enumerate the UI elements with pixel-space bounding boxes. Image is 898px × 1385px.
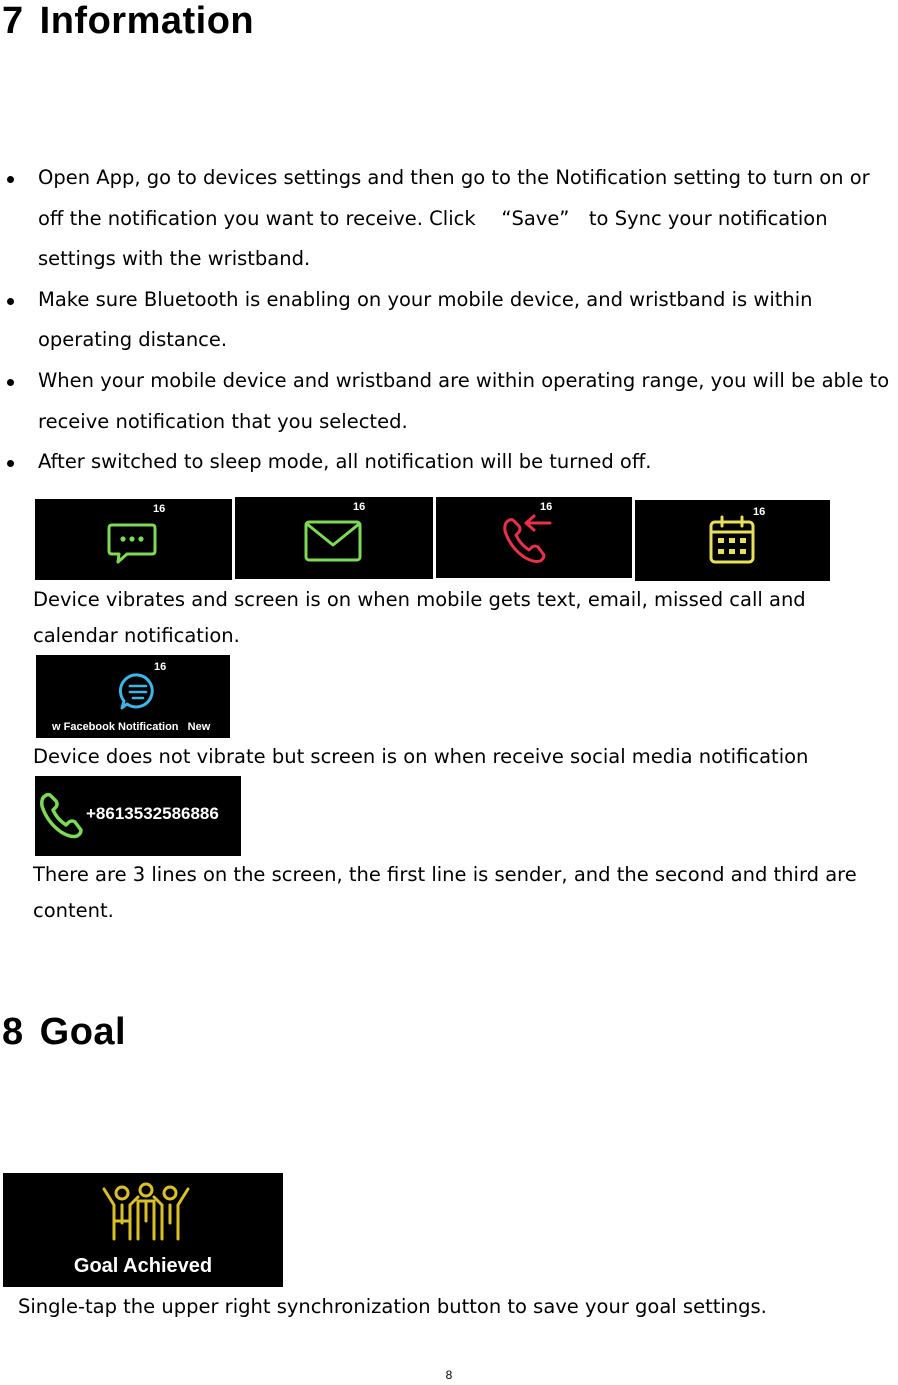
phone-icon (39, 790, 83, 840)
vibrate-caption: Device vibrates and screen is on when mobile gets text, email, missed call and calendar notification. (33, 588, 806, 647)
notification-count-badge: 16 (153, 503, 166, 515)
page-number: 8 (445, 1368, 453, 1382)
goal-achieved-screen (3, 1173, 283, 1287)
message-icon (107, 521, 157, 565)
list-item-text: After switched to sleep mode, all notification will be turned off. (38, 450, 652, 474)
section-heading-information (2, 0, 254, 43)
notification-instructions-list (0, 158, 898, 483)
section-title: Goal (39, 1011, 127, 1053)
list-item (0, 280, 898, 361)
email-notification-screen (235, 497, 433, 579)
notification-count-badge: 16 (753, 506, 766, 518)
call-notification-screen (35, 776, 241, 856)
calendar-notification-screen (635, 500, 830, 581)
goal-caption: Single-tap the upper right synchronization button to save your goal settings. (18, 1295, 767, 1318)
bullet-icon (7, 460, 14, 467)
section-number: 8 (2, 1011, 24, 1053)
list-item (0, 442, 898, 483)
list-item (0, 361, 898, 442)
social-notification-screen (36, 655, 230, 738)
section-heading-goal (2, 1011, 126, 1054)
list-item-text: When your mobile device and wristband are within operating range, you will be able to receive notification that you selected. (38, 368, 890, 433)
bullet-icon (7, 379, 14, 386)
social-message-icon (118, 672, 158, 712)
list-item-text: Open App, go to devices settings and then go to the Notification setting to turn on or off the notification you want to receive. Click “Save” to Sync your notification settings with the wristband. (38, 166, 870, 271)
caller-number: +8613532586886 (86, 804, 219, 823)
lines-caption: There are 3 lines on the screen, the first line is sender, and the second and third are content. (33, 863, 857, 922)
calendar-icon (707, 514, 757, 566)
section-title: Information (39, 0, 255, 42)
missed-call-icon (498, 509, 558, 569)
notification-count-badge: 16 (154, 661, 167, 673)
notification-count-badge: 16 (353, 501, 366, 513)
list-item (0, 158, 898, 280)
text-notification-screen (35, 499, 232, 580)
list-item-text: Make sure Bluetooth is enabling on your mobile device, and wristband is within operating distance. (38, 287, 813, 352)
envelope-icon (303, 519, 363, 563)
section-number: 7 (2, 0, 24, 42)
celebrating-people-icon (98, 1181, 194, 1245)
bullet-icon (7, 176, 14, 183)
social-notification-text: w Facebook Notification New (52, 721, 211, 733)
goal-achieved-text: Goal Achieved (73, 1255, 213, 1277)
missed-call-notification-screen (436, 497, 632, 578)
notification-count-badge: 16 (540, 501, 553, 513)
social-caption: Device does not vibrate but screen is on when receive social media notification (33, 745, 809, 768)
bullet-icon (7, 298, 14, 305)
